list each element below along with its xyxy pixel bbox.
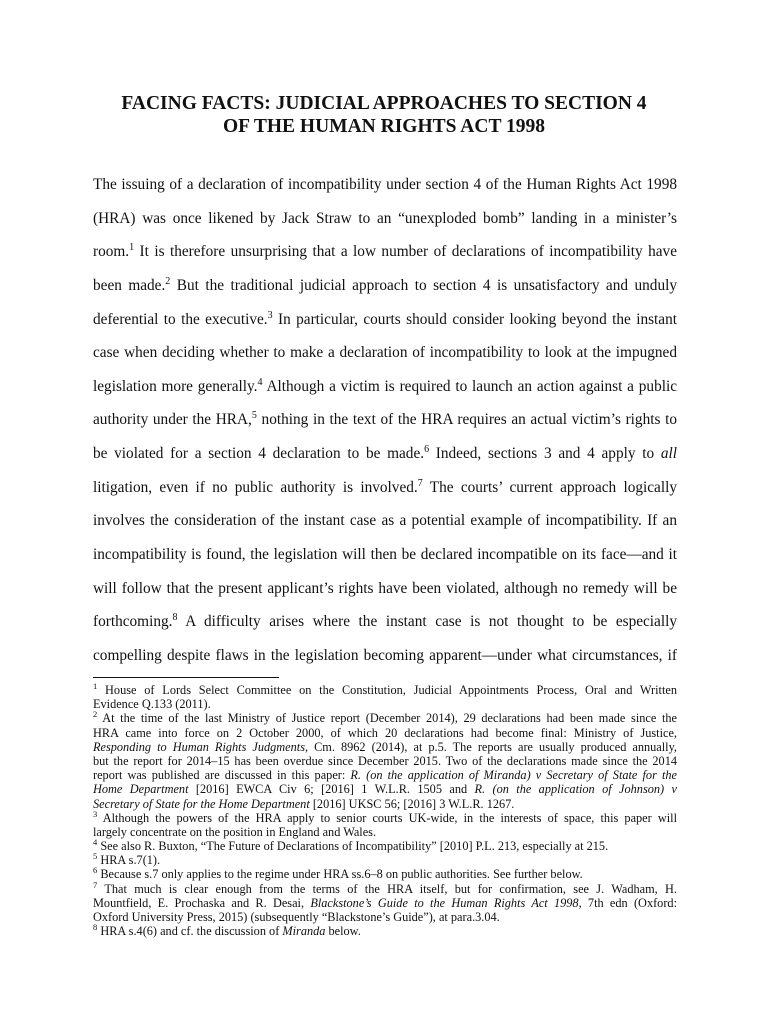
- body-line: will follow that the present applicant’s rights have been violated, although no remedy will be: [93, 579, 677, 597]
- footnote-ref[interactable]: 2: [165, 275, 171, 287]
- footnote-2: $^2$ At the time of the last Ministry of Justice report (December 2014), 29 declarations had been made since the: [93, 709, 677, 726]
- footnote-ref[interactable]: 5: [251, 410, 257, 422]
- body-line: compelling despite flaws in the legislation becoming apparent—under what circumstances, if: [93, 646, 677, 664]
- footnote-5: $^5$ HRA s.7(1).: [93, 851, 161, 868]
- body-line: room.$^1$ It is therefore unsurprising that a low number of declarations of incompatibility have: [93, 242, 677, 261]
- body-line: been made.$^2$ But the traditional judicial approach to section 4 is unsatisfactory and unduly: [93, 275, 677, 294]
- footnote-3: $^3$ Although the powers of the HRA apply to senior courts UK-wide, in the interests of space, this paper will: [93, 808, 677, 825]
- body-line: authority under the HRA,$^5$ nothing in the text of the HRA requires an actual victim’s rights to: [93, 410, 677, 429]
- body-line: case when deciding whether to make a declaration of incompatibility to look at the impugned: [93, 344, 677, 362]
- body-line: The issuing of a declaration of incompatibility under section 4 of the Human Rights Act 1998: [93, 176, 677, 193]
- footnote-2-cont: HRA came into force on 2 October 2000, of which 20 declarations had become final: Ministry of Justice,: [93, 725, 677, 740]
- paper-title: [90, 92, 678, 138]
- footnote-7: $^7$ That much is clear enough from the terms of the HRA itself, but for confirmation, see J. Wadham, H.: [93, 879, 677, 896]
- footnote-ref[interactable]: 8: [172, 612, 178, 624]
- footnote-ref[interactable]: 7: [417, 477, 423, 489]
- body-line: incompatibility is found, the legislation will then be declared incompatible on its face—and it: [93, 546, 677, 564]
- title-line-1: FACING FACTS: JUDICIAL APPROACHES TO SECTION 4: [121, 93, 647, 114]
- body-paragraph: [93, 168, 677, 673]
- footnote-7-cont: Oxford University Press, 2015) (subsequently “Blackstone’s Guide”), at para.3.04.: [93, 910, 500, 924]
- footnote-7-cont: Mountfield, E. Prochaska and R. Desai, Blackstone’s Guide to the Human Rights Act 1998, 7th edn (Oxford:: [93, 895, 677, 910]
- body-line: (HRA) was once likened by Jack Straw to an “unexploded bomb” landing in a minister’s: [93, 209, 677, 227]
- footnote-3-cont: largely concentrate on the position in England and Wales.: [93, 824, 377, 839]
- footnote-ref[interactable]: 3: [267, 309, 273, 321]
- footnote-6: $^6$ Because s.7 only applies to the regime under HRA ss.6–8 on public authorities. See further below.: [93, 865, 583, 882]
- footnote-ref[interactable]: 4: [257, 376, 263, 388]
- body-line: deferential to the executive.$^3$ In particular, courts should consider looking beyond the instant: [93, 309, 677, 328]
- footnote-ref[interactable]: 1: [129, 242, 135, 254]
- title-line-2: OF THE HUMAN RIGHTS ACT 1998: [223, 116, 545, 137]
- footnotes: [93, 680, 678, 939]
- footnote-8: $^8$ HRA s.4(6) and cf. the discussion of Miranda below.: [93, 922, 361, 939]
- body-line: legislation more generally.$^4$ Although a victim is required to launch an action against a public: [93, 376, 678, 395]
- footnote-2-cont: Responding to Human Rights Judgments, Cm. 8962 (2014), at p.5. The reports are usually produced annually,: [93, 739, 678, 754]
- footnote-4: $^4$ See also R. Buxton, “The Future of Declarations of Incompatibility” [2010] P.L. 213, especially at 215.: [93, 836, 609, 854]
- body-line: be violated for a section 4 declaration to be made.$^6$ Indeed, sections 3 and 4 apply to all: [93, 444, 677, 463]
- body-line: involves the consideration of the instant case as a potential example of incompatibility. If an: [93, 512, 677, 530]
- footnote-2-cont: Home Department [2016] EWCA Civ 6; [2016] 1 W.L.R. 1505 and R. (on the application of Johnson) v: [93, 782, 677, 797]
- footnote-1-cont: Evidence Q.133 (2011).: [93, 697, 211, 712]
- body-line: litigation, even if no public authority is involved.$^7$ The courts’ current approach logically: [93, 477, 677, 496]
- body-line: forthcoming.$^8$ A difficulty arises where the instant case is not thought to be especially: [93, 612, 677, 631]
- footnote-separator: [93, 677, 279, 678]
- footnote-2-cont: but the report for 2014–15 has been overdue since December 2015. Two of the declarations made since the 2014: [93, 753, 677, 768]
- footnote-ref[interactable]: 6: [424, 444, 430, 456]
- footnote-1: $^1$ House of Lords Select Committee on the Constitution, Judicial Appointments Process, Oral and Written: [93, 680, 677, 697]
- footnote-2-cont: report was published are discussed in this paper: R. (on the application of Miranda) v Secretary of State for the: [93, 768, 677, 783]
- footnote-2-cont: Secretary of State for the Home Department [2016] UKSC 56; [2016] 3 W.L.R. 1267.: [93, 796, 515, 811]
